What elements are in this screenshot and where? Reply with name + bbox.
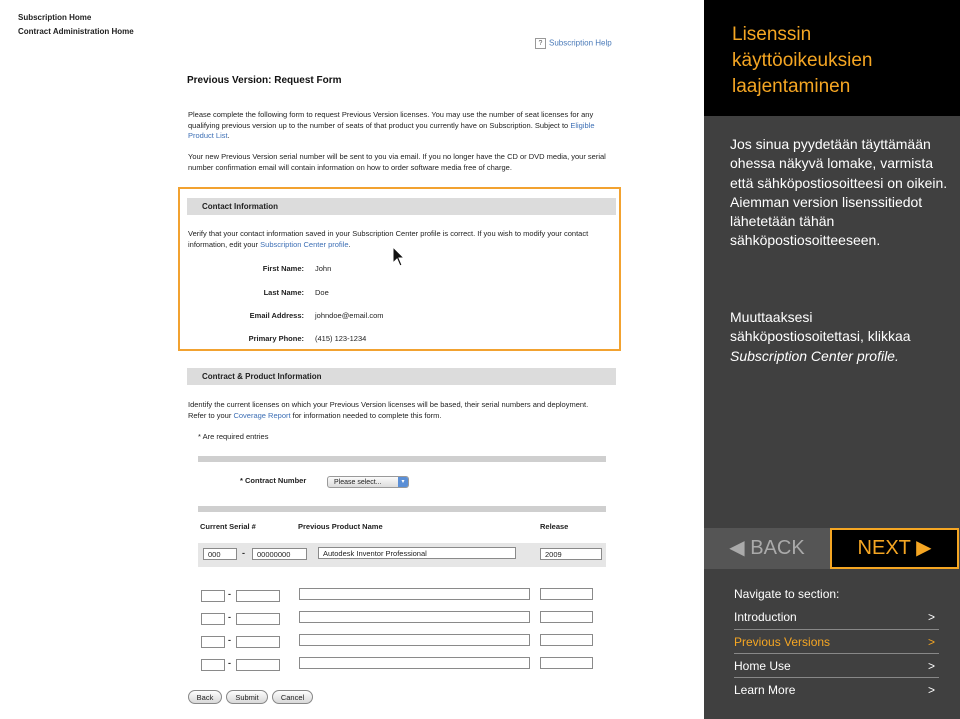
serial-suffix-input[interactable] [236, 590, 280, 602]
nav-item-introduction[interactable] [734, 605, 939, 629]
product-name-input[interactable] [299, 634, 530, 646]
last-name-label: Last Name: [263, 288, 304, 297]
divider-bar [198, 506, 606, 512]
coverage-report-link[interactable]: Coverage Report [233, 410, 291, 420]
release-input[interactable] [540, 588, 593, 600]
serial-dash: - [228, 589, 231, 599]
serial-email-paragraph: Your new Previous Version serial number will be sent to you via email. If you no longer have the CD or DVD media, your serial number confirmation email will contain information on how to order software media free of charge. [188, 152, 606, 172]
chevron-right-icon: > [927, 610, 935, 624]
form-cancel-button[interactable]: Cancel [272, 690, 313, 704]
subscription-center-profile-link[interactable]: Subscription Center profile [260, 239, 349, 249]
nav-item-home-use[interactable] [734, 653, 939, 677]
contact-text: Verify that your contact information saved in your Subscription Center profile is correct. If you wish to modify your contact information, edit your [188, 229, 589, 249]
last-name-value: Doe [315, 288, 329, 297]
chevron-right-icon: > [927, 683, 935, 697]
serial-prefix-input[interactable] [201, 659, 225, 671]
serial-dash: - [242, 548, 245, 558]
panel-paragraph-2-text: Muuttaaksesi sähköpostiosoitettasi, klikkaa [730, 309, 911, 345]
panel-title-box [704, 0, 960, 116]
contract-paragraph [188, 400, 608, 421]
nav-item-learn-more[interactable] [734, 677, 939, 701]
release-input[interactable] [540, 611, 593, 623]
nav-buttons [704, 528, 960, 569]
serial-suffix-input[interactable]: 00000000 [252, 548, 307, 560]
product-name-input[interactable]: Autodesk Inventor Professional [318, 547, 516, 559]
divider-bar [198, 456, 606, 462]
subscription-help-link[interactable] [535, 38, 612, 49]
first-name-value: John [315, 264, 332, 273]
nav-item-previous-versions[interactable] [734, 629, 939, 653]
contract-text-a: Identify the current licenses on which your Previous Version licenses will be based, their serial numbers and deployment. Refer to your [188, 400, 589, 420]
form-submit-button[interactable]: Submit [226, 690, 268, 704]
nav-item-label: Home Use [734, 659, 791, 673]
contract-number-label: * Contract Number [240, 476, 307, 485]
contact-info-header: Contact Information [187, 198, 616, 215]
intro-paragraph: Please complete the following form to request Previous Version licenses. You may use the number of seat licenses for any qualifying previous version up to the number of seats of that product you currently have on Subscription. Subject to Eligible Product List. [188, 110, 595, 140]
serial-prefix-input[interactable]: 000 [203, 548, 237, 560]
col-product: Previous Product Name [298, 522, 383, 531]
contract-admin-home-link[interactable]: Contract Administration Home [18, 27, 134, 36]
contract-text-b: for information needed to complete this form. [292, 410, 442, 420]
contract-product-header: Contract & Product Information [187, 368, 616, 385]
serial-prefix-input[interactable] [201, 613, 225, 625]
serial-dash: - [228, 612, 231, 622]
next-button[interactable] [830, 528, 959, 569]
info-panel [704, 0, 960, 719]
serial-suffix-input[interactable] [236, 636, 280, 648]
serial-suffix-input[interactable] [236, 659, 280, 671]
nav-item-label: Learn More [734, 683, 796, 697]
serial-prefix-input[interactable] [201, 636, 225, 648]
select-arrow-icon: ▾ [398, 477, 408, 487]
help-link-label: Subscription Help [549, 38, 612, 48]
form-title: Previous Version: Request Form [187, 75, 342, 86]
serial-suffix-input[interactable] [236, 613, 280, 625]
panel-title: Lisenssin käyttöoikeuksien laajentaminen [732, 24, 873, 97]
nav-item-label: Previous Versions [734, 635, 831, 649]
subscription-home-link[interactable]: Subscription Home [18, 13, 92, 22]
panel-paragraph-2 [730, 308, 950, 366]
back-button[interactable] [704, 528, 830, 569]
email-value: johndoe@email.com [315, 311, 384, 320]
release-input[interactable] [540, 657, 593, 669]
panel-paragraph-1: Jos sinua pyydetään täyttämään ohessa näkyvä lomake, varmista että sähköpostiosoitteesi on oikein. Aiemman version lisenssitiedot lähetetään tähän sähköpostiosoitteeseen. [730, 136, 948, 249]
next-arrow-icon: ▶ [916, 537, 932, 559]
next-label: NEXT [857, 537, 911, 559]
release-input[interactable]: 2009 [540, 548, 602, 560]
eligible-product-list-link[interactable]: Eligible Product List [188, 120, 595, 140]
form-back-button[interactable]: Back [188, 690, 222, 704]
product-name-input[interactable] [299, 611, 530, 623]
serial-dash: - [228, 658, 231, 668]
back-arrow-icon: ◀ [729, 537, 745, 559]
required-note: * Are required entries [198, 432, 269, 441]
serial-prefix-input[interactable] [201, 590, 225, 602]
product-name-input[interactable] [299, 657, 530, 669]
col-release: Release [540, 522, 569, 531]
first-name-label: First Name: [262, 264, 304, 273]
product-name-input[interactable] [299, 588, 530, 600]
help-icon: ? [535, 38, 546, 49]
contact-highlight-box [178, 187, 621, 351]
email-label: Email Address: [249, 311, 304, 320]
intro-text: Please complete the following form to request Previous Version licenses. You may use the number of seat licenses for any qualifying previous version up to the number of seats of that product you currently have on Subscription. Subject to [188, 110, 594, 130]
chevron-right-icon: > [927, 659, 935, 673]
release-input[interactable] [540, 634, 593, 646]
panel-paragraph-2-link-text: Subscription Center profile. [730, 347, 899, 364]
chevron-right-icon: > [927, 635, 935, 649]
phone-label: Primary Phone: [248, 334, 304, 343]
select-value: Please select... [334, 479, 382, 486]
serial-dash: - [228, 635, 231, 645]
nav-item-label: Introduction [734, 610, 797, 624]
nav-section-label: Navigate to section: [734, 587, 840, 601]
back-label: BACK [750, 537, 805, 559]
contact-info-paragraph: Verify that your contact information saved in your Subscription Center profile is correct. If you wish to modify your contact information, edit your Subscription Center profile. [188, 229, 589, 249]
contract-number-select[interactable] [327, 476, 409, 488]
phone-value: (415) 123-1234 [315, 334, 367, 343]
col-serial: Current Serial # [200, 522, 256, 531]
